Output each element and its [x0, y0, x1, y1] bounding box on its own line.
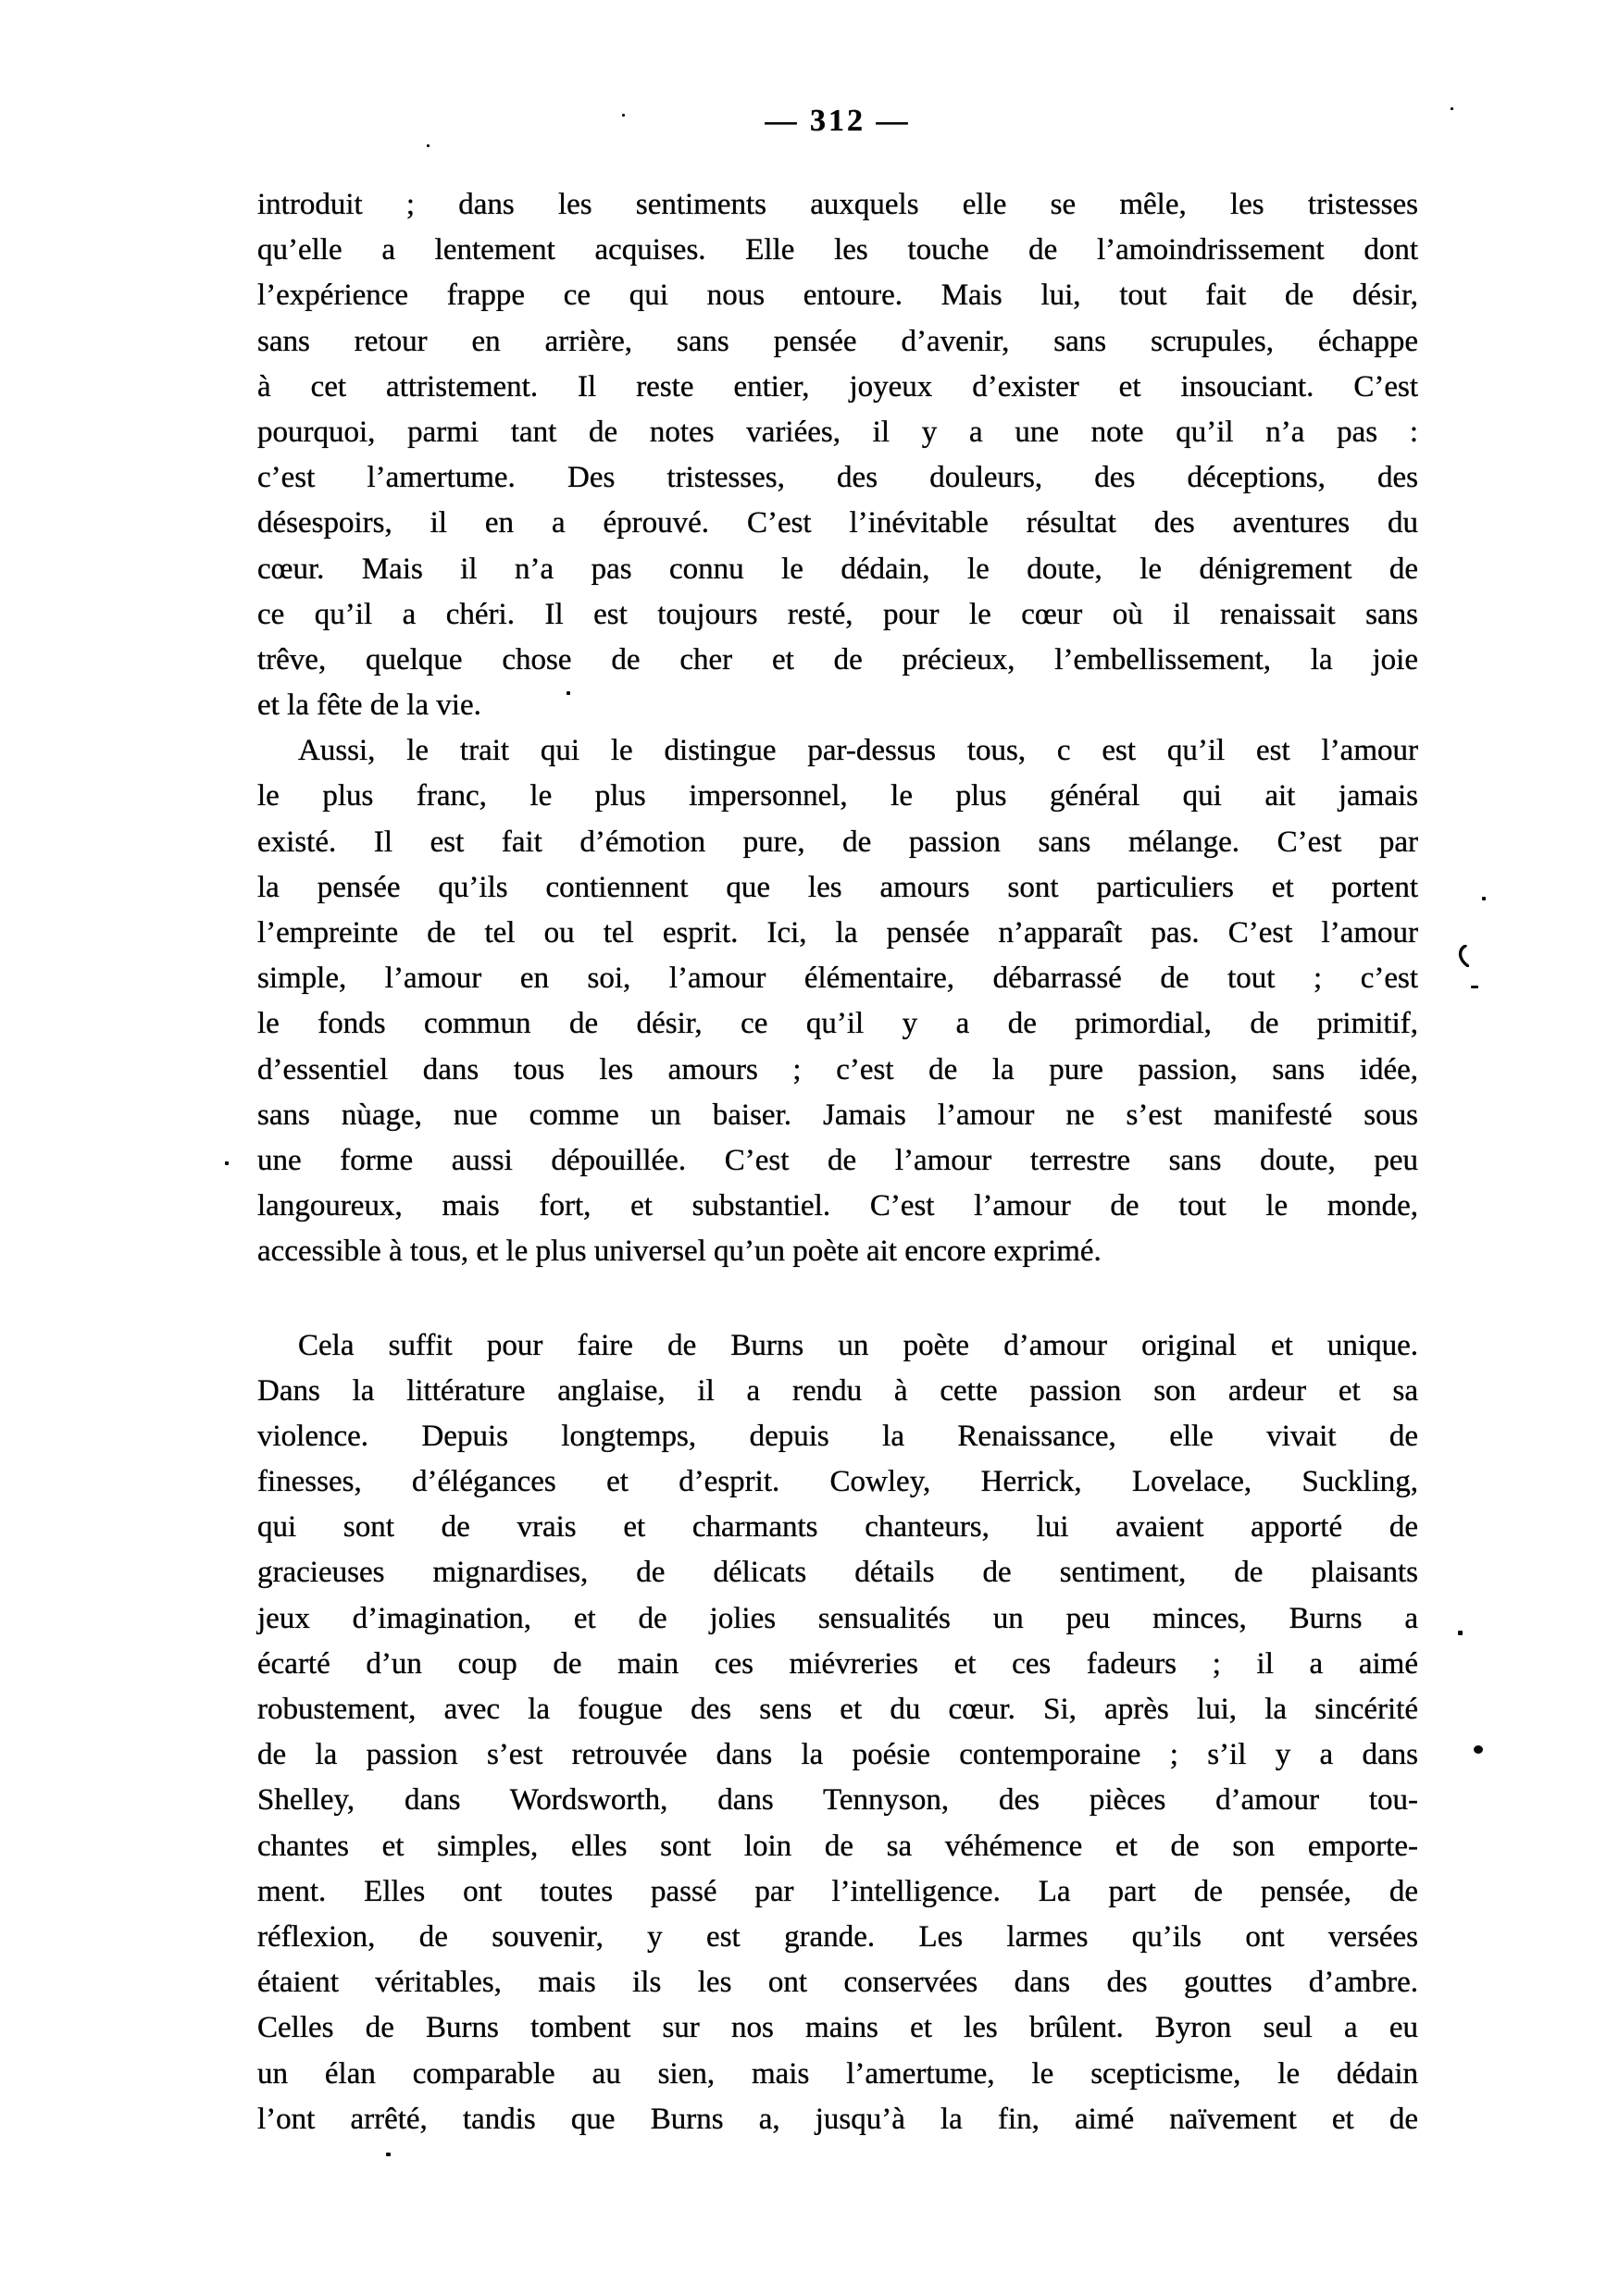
text-line: violence. Depuis longtemps, depuis la Renaissance, elle vivait de [257, 1419, 1418, 1453]
scan-speck [1451, 107, 1453, 110]
scan-speck [225, 1161, 229, 1165]
page-number: — 312 — [765, 104, 911, 138]
text-line: d’essentiel dans tous les amours ; c’est de la pure passion, sans idée, [257, 1052, 1418, 1086]
scan-speck [1471, 986, 1478, 988]
text-line: existé. Il est fait d’émotion pure, de passion sans mélange. C’est par [257, 825, 1418, 859]
text-line: robustement, avec la fougue des sens et du cœur. Si, après lui, la sincérité [257, 1693, 1418, 1726]
text-line: une forme aussi dépouillée. C’est de l’amour terrestre sans doute, peu [257, 1143, 1418, 1177]
text-line: qu’elle a lentement acquises. Elle les touche de l’amoindrissement dont [257, 233, 1418, 267]
text-line: la pensée qu’ils contiennent que les amours sont particuliers et portent [257, 870, 1418, 904]
text-line: l’empreinte de tel ou tel esprit. Ici, la pensée n’apparaît pas. C’est l’amour [257, 916, 1418, 949]
scan-speck [386, 2153, 391, 2156]
paragraph [257, 182, 1418, 728]
scan-speck [1482, 897, 1486, 900]
text-line: un élan comparable au sien, mais l’amertume, le scepticisme, le dédain [257, 2056, 1418, 2091]
text-line: jeux d’imagination, et de jolies sensualités un peu minces, Burns a [257, 1601, 1418, 1635]
paragraph [257, 728, 1418, 1274]
scan-speck [427, 144, 430, 147]
scan-speck [622, 114, 625, 117]
text-line: le fonds commun de désir, ce qu’il y a de primordial, de primitif, [257, 1007, 1418, 1041]
text-line: Cela suffit pour faire de Burns un poète d’amour original et unique. [298, 1328, 1418, 1362]
text-line: cœur. Mais il n’a pas connu le dédain, le doute, le dénigrement de [257, 552, 1418, 586]
text-line: désespoirs, il en a éprouvé. C’est l’inévitable résultat des aventures du [257, 506, 1418, 540]
text-line: étaient véritables, mais ils les ont conservées dans des gouttes d’ambre. [257, 1966, 1418, 2000]
scan-speck [1458, 1631, 1463, 1635]
text-line: finesses, d’élégances et d’esprit. Cowley, Herrick, Lovelace, Suckling, [257, 1465, 1418, 1499]
text-line: le plus franc, le plus impersonnel, le plus général qui ait jamais [257, 779, 1418, 813]
text-line: l’expérience frappe ce qui nous entoure. Mais lui, tout fait de désir, [257, 279, 1418, 313]
text-line: de la passion s’est retrouvée dans la poésie contemporaine ; s’il y a dans [257, 1738, 1418, 1772]
text-line: Aussi, le trait qui le distingue par-dessus tous, c est qu’il est l’amour [298, 734, 1418, 768]
text-line: simple, l’amour en soi, l’amour élémentaire, débarrassé de tout ; c’est [257, 962, 1418, 996]
scan-speck [567, 691, 570, 695]
text-line: l’ont arrêté, tandis que Burns a, jusqu’à la fin, aimé naïvement et de [257, 2102, 1418, 2136]
text-line: ment. Elles ont toutes passé par l’intelligence. La part de pensée, de [257, 1874, 1418, 1908]
text-line: langoureux, mais fort, et substantiel. C’est l’amour de tout le monde, [257, 1189, 1418, 1223]
text-line: Dans la littérature anglaise, il a rendu à cette passion son ardeur et sa [257, 1373, 1418, 1408]
text-line: à cet attristement. Il reste entier, joyeux d’exister et insouciant. C’est [257, 369, 1418, 403]
text-line: trêve, quelque chose de cher et de précieux, l’embellissement, la joie [257, 642, 1418, 676]
text-line: pourquoi, parmi tant de notes variées, il y a une note qu’il n’a pas : [257, 415, 1418, 449]
page-text [257, 182, 1418, 2142]
text-line: introduit ; dans les sentiments auxquels elle se mêle, les tristesses [257, 188, 1418, 221]
text-line: chantes et simples, elles sont loin de sa véhémence et de son emporte- [257, 1829, 1418, 1863]
text-line: sans retour en arrière, sans pensée d’avenir, sans scrupules, échappe [257, 324, 1418, 358]
text-line: gracieuses mignardises, de délicats détails de sentiment, de plaisants [257, 1556, 1418, 1590]
text-line: Celles de Burns tombent sur nos mains et les brûlent. Byron seul a eu [257, 2011, 1418, 2045]
text-line: et la fête de la vie. [257, 689, 481, 723]
text-line: qui sont de vrais et charmants chanteurs, lui avaient apporté de [257, 1510, 1418, 1545]
text-line: c’est l’amertume. Des tristesses, des douleurs, des déceptions, des [257, 461, 1418, 495]
text-line: accessible à tous, et le plus universel qu’un poète ait encore exprimé. [257, 1235, 1102, 1269]
text-line: ce qu’il a chéri. Il est toujours resté, pour le cœur où il renaissait sans [257, 597, 1418, 631]
scan-speck [1474, 1745, 1483, 1754]
paragraph [257, 1323, 1418, 2142]
text-line: sans nùage, nue comme un baiser. Jamais l’amour ne s’est manifesté sous [257, 1098, 1418, 1132]
text-line: Shelley, dans Wordsworth, dans Tennyson, des pièces d’amour tou- [257, 1783, 1418, 1818]
scan-speck [1457, 945, 1469, 967]
text-line: réflexion, de souvenir, y est grande. Les larmes qu’ils ont versées [257, 1919, 1418, 1954]
text-line: écarté d’un coup de main ces miévreries et ces fadeurs ; il a aimé [257, 1646, 1418, 1681]
